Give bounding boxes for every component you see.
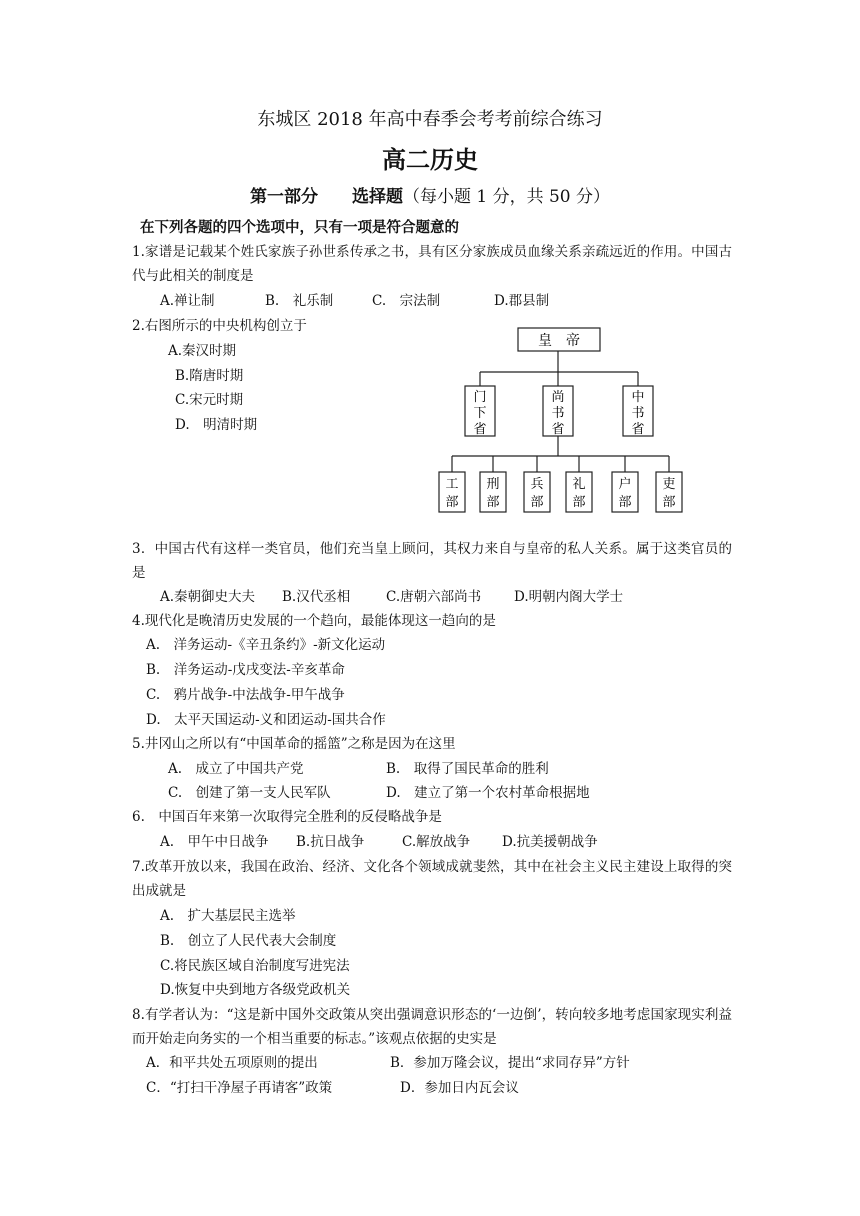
question-4-option-c: C. 鸦片战争-中法战争-甲午战争 [146,687,345,703]
province-node-menxia [465,386,495,437]
question-5-option-a: A. 成立了中国共产党 [168,761,304,777]
question-3-stem: 3．中国古代有这样一类官员，他们充当皇上顾问，其权力来自与皇帝的私人关系。属于这类官员的是 [132,541,732,581]
section-title: 第一部分 选择题 [249,187,403,207]
question-8-stem: 8.有学者认为：“这是新中国外交政策从突出强调意识形态的‘一边倒’，转向较多地考虑国家现实利益而开始走向务实的一个相当重要的标志。”该观点依据的史实是 [132,1007,732,1047]
ministry-char: 部 [572,495,586,510]
question-4-option-a: A. 洋务运动-《辛丑条约》-新文化运动 [146,637,386,653]
province-node-zhongshu [623,386,653,437]
ministry-char: 吏 [662,477,676,492]
question-3-option-d: D.明朝内阁大学士 [514,589,624,605]
question-1-option-b: B. 礼乐制 [265,293,334,309]
question-2-stem: 2.右图所示的中央机构创立于 [132,318,307,334]
exam-title: 高二历史 [382,146,478,174]
province-char: 下 [473,406,487,421]
question-3-option-c: C.唐朝六部尚书 [386,589,482,605]
question-7-option-d: D.恢复中央到地方各级党政机关 [160,982,351,998]
province-char: 省 [551,422,565,437]
question-8-option-c: C．“打扫干净屋子再请客”政策 [146,1080,333,1096]
ministry-char: 部 [662,495,676,510]
question-6-option-a: A. 甲午中日战争 [160,834,269,850]
ministry-node-personnel [656,472,682,512]
question-6-option-b: B.抗日战争 [296,834,365,850]
ministry-char: 兵 [530,477,544,492]
question-8-option-d: D．参加日内瓦会议 [400,1080,519,1096]
exam-subtitle: 东城区 2018 年高中春季会考考前综合练习 [257,109,603,130]
question-3-option-a: A.秦朝御史大夫 [160,589,256,605]
province-char: 省 [631,422,645,437]
question-4-option-d: D. 太平天国运动-义和团运动-国共合作 [146,712,386,728]
province-char: 省 [473,422,487,437]
ministry-char: 工 [445,477,459,492]
question-5-option-c: C. 创建了第一支人民军队 [168,785,331,801]
question-2-option-d: D. 明清时期 [175,417,258,433]
province-char: 门 [473,390,487,405]
ministry-node-justice [480,472,506,512]
question-7-stem: 7.改革开放以来，我国在政治、经济、文化各个领域成就斐然，其中在社会主义民主建设上取得的突出成就是 [132,859,732,899]
question-8-option-b: B．参加万隆会议，提出“求同存异”方针 [390,1055,630,1071]
question-2-option-a: A.秦汉时期 [168,343,237,359]
question-5-option-b: B. 取得了国民革命的胜利 [386,761,549,777]
question-4-stem: 4.现代化是晚清历史发展的一个趋向，最能体现这一趋向的是 [132,613,496,629]
question-2-option-b: B.隋唐时期 [175,368,244,384]
question-8-option-a: A．和平共处五项原则的提出 [146,1055,318,1071]
question-1-option-d: D.郡县制 [494,293,550,309]
ministry-char: 部 [445,495,459,510]
ministry-node-war [524,472,550,512]
province-char: 中 [631,390,645,405]
question-7-option-a: A. 扩大基层民主选举 [160,908,296,924]
ministry-char: 部 [486,495,500,510]
section-scoring-note: （每小题 1 分，共 50 分） [402,187,611,207]
ministry-char: 礼 [572,477,586,492]
question-5-option-d: D. 建立了第一个农村革命根据地 [386,785,590,801]
question-6-option-c: C.解放战争 [402,834,471,850]
question-3-option-b: B.汉代丞相 [282,589,351,605]
ministry-node-rites [566,472,592,512]
ministry-node-works [439,472,465,512]
central-government-diagram [420,320,700,525]
ministry-node-revenue [612,472,638,512]
question-5-stem: 5.井冈山之所以有“中国革命的摇篮”之称是因为在这里 [132,736,456,752]
question-4-option-b: B. 洋务运动-戊戌变法-辛亥革命 [146,662,345,678]
emperor-label: 皇 帝 [538,333,580,349]
emperor-node [518,328,600,351]
question-7-option-b: B. 创立了人民代表大会制度 [160,933,337,949]
question-6-option-d: D.抗美援朝战争 [502,834,598,850]
ministry-char: 部 [618,495,632,510]
question-1-option-c: C. 宗法制 [372,293,441,309]
question-1-option-a: A.禅让制 [160,293,215,309]
ministry-char: 部 [530,495,544,510]
province-char: 尚 [551,390,565,405]
section-heading [0,182,860,207]
province-char: 书 [631,406,645,421]
province-node-shangshu [543,386,573,437]
question-1-stem: 1.家谱是记载某个姓氏家族子孙世系传承之书，具有区分家族成员血缘关系亲疏远近的作用。中国古代与此相关的制度是 [132,244,732,284]
question-2-option-c: C.宋元时期 [175,392,244,408]
province-char: 书 [551,406,565,421]
question-6-stem: 6. 中国百年来第一次取得完全胜利的反侵略战争是 [132,809,442,825]
instruction-text: 在下列各题的四个选项中，只有一项是符合题意的 [140,220,459,236]
question-7-option-c: C.将民族区域自治制度写进宪法 [160,958,350,974]
ministry-char: 户 [618,477,632,492]
ministry-char: 刑 [486,477,500,492]
